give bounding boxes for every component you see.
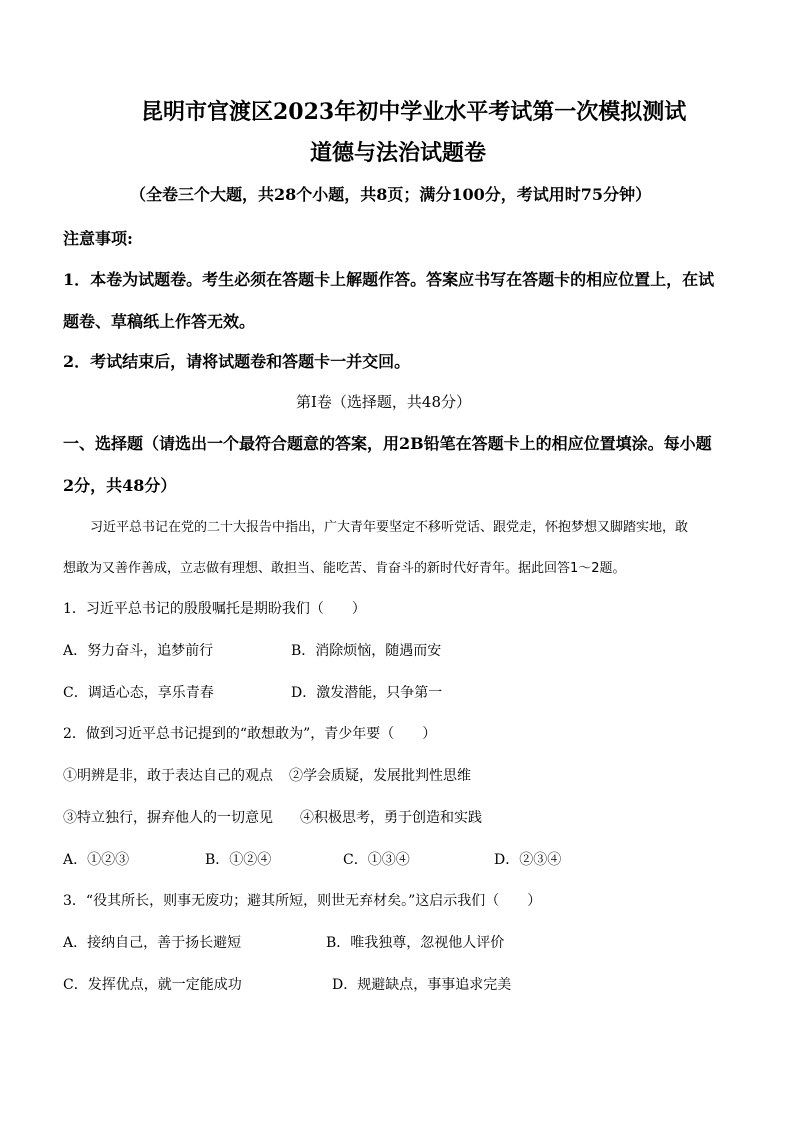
q1-stem: 1．习近平总书记的殷殷嘱托是期盼我们（ ） bbox=[63, 601, 366, 617]
passage-line2: 想敢为又善作善成，立志做有理想、敢担当、能吃苦、肯奋斗的新时代好青年。据此回答1～2题。 bbox=[63, 561, 626, 576]
q2-option-a: A．①②③ bbox=[63, 852, 130, 868]
note-1-line2: 题卷、草稿纸上作答无效。 bbox=[63, 312, 256, 331]
q1-option-d: D．激发潜能，只争第一 bbox=[291, 685, 443, 701]
q3-option-a: A．接纳自己，善于扬长避短 bbox=[63, 935, 242, 951]
section1-instruction-line2: 2分，共48分） bbox=[63, 476, 177, 495]
q3-option-c: C．发挥优点，就一定能成功 bbox=[63, 977, 242, 993]
exam-subtitle: （全卷三个大题，共28个小题，共8页；满分100分，考试用时75分钟） bbox=[130, 185, 652, 204]
q3-option-b: B．唯我独尊，忽视他人评价 bbox=[326, 935, 505, 951]
q2-stem: 2．做到习近平总书记提到的“敢想敢为”，青少年要（ ） bbox=[63, 726, 437, 742]
q1-option-a: A．努力奋斗，追梦前行 bbox=[63, 643, 214, 659]
q3-stem: 3．“役其所长，则事无废功；避其所短，则世无弃材矣。”这启示我们（ ） bbox=[63, 893, 542, 909]
q1-option-b: B．消除烦恼，随遇而安 bbox=[291, 643, 442, 659]
notes-heading: 注意事项: bbox=[63, 229, 133, 248]
note-1-line1: 1．本卷为试题卷。考生必须在答题卡上解题作答。答案应书写在答题卡的相应位置上，在试 bbox=[63, 270, 715, 289]
q2-statement-1: ①明辨是非，敢于表达自己的观点 bbox=[63, 768, 273, 784]
exam-title-line2: 道德与法治试题卷 bbox=[310, 140, 487, 166]
q2-statement-4: ④积极思考，勇于创造和实践 bbox=[300, 810, 482, 826]
section1-instruction-line1: 一、选择题（请选出一个最符合题意的答案，用2B铅笔在答题卡上的相应位置填涂。每小题 bbox=[63, 434, 712, 453]
q2-option-b: B．①②④ bbox=[205, 852, 272, 868]
q2-statement-3: ③特立独行，摒弃他人的一切意见 bbox=[63, 810, 273, 826]
q3-option-d: D．规避缺点，事事追求完美 bbox=[332, 977, 512, 993]
passage-line1: 习近平总书记在党的二十大报告中指出，广大青年要坚定不移听党话、跟党走，怀抱梦想又脚踏实地，敢 bbox=[90, 520, 689, 535]
q1-option-c: C．调适心态，享乐青春 bbox=[63, 685, 214, 701]
q2-statement-2: ②学会质疑，发展批判性思维 bbox=[289, 768, 471, 784]
q2-option-d: D．②③④ bbox=[494, 852, 562, 868]
q2-option-c: C．①③④ bbox=[343, 852, 410, 868]
note-2: 2．考试结束后，请将试题卷和答题卡一并交回。 bbox=[63, 352, 411, 371]
part1-heading: 第Ⅰ卷（选择题，共48分） bbox=[296, 393, 472, 411]
exam-title-line1: 昆明市官渡区2023年初中学业水平考试第一次模拟测试 bbox=[141, 99, 687, 125]
